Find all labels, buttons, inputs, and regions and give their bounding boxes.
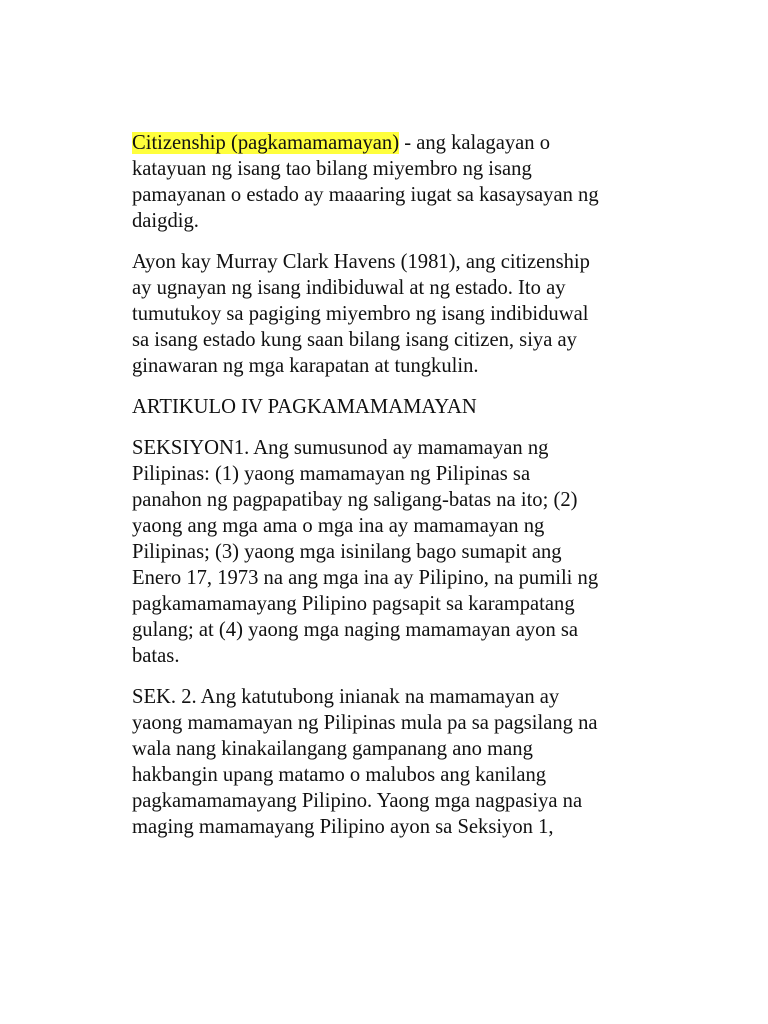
text-line: maging mamamayang Pilipino ayon sa Seksiyon 1,	[132, 816, 554, 838]
text-line: panahon ng pagpapatibay ng saligang-batas na ito; (2)	[132, 489, 578, 511]
text-line: Ayon kay Murray Clark Havens (1981), ang citizenship	[132, 251, 590, 273]
text-line: yaong mamamayan ng Pilipinas mula pa sa pagsilang na	[132, 712, 598, 734]
text-line: daigdig.	[132, 210, 199, 232]
text-line: ginawaran ng mga karapatan at tungkulin.	[132, 355, 479, 377]
text-line: hakbangin upang matamo o malubos ang kanilang	[132, 764, 547, 786]
text-line: batas.	[132, 645, 180, 667]
article-heading	[132, 394, 642, 420]
paragraph-citizenship-definition	[132, 130, 642, 234]
highlighted-term: Citizenship (pagkamamamayan)	[132, 132, 400, 154]
text-line: sa isang estado kung saan bilang isang citizen, siya ay	[132, 329, 577, 351]
heading-text: ARTIKULO IV PAGKAMAMAMAYAN	[132, 396, 477, 418]
text-line: SEK. 2. Ang katutubong inianak na mamamayan ay	[132, 686, 560, 708]
document-page	[132, 130, 642, 855]
text-line: yaong ang mga ama o mga ina ay mamamayan ng	[132, 515, 545, 537]
text-line: tumutukoy sa pagiging miyembro ng isang indibiduwal	[132, 303, 589, 325]
paragraph-havens-quote	[132, 249, 642, 379]
text-line: Pilipinas; (3) yaong mga isinilang bago sumapit ang	[132, 541, 562, 563]
text-line: Pilipinas: (1) yaong mamamayan ng Pilipinas sa	[132, 463, 531, 485]
text-line: ay ugnayan ng isang indibiduwal at ng estado. Ito ay	[132, 277, 566, 299]
text-line: katayuan ng isang tao bilang miyembro ng isang	[132, 158, 532, 180]
definition-start: - ang kalagayan o	[399, 132, 551, 154]
text-line: pagkamamamayang Pilipino. Yaong mga nagpasiya na	[132, 790, 583, 812]
text-line: pagkamamamayang Pilipino pagsapit sa karampatang	[132, 593, 575, 615]
text-line	[132, 130, 642, 156]
text-line: SEKSIYON1. Ang sumusunod ay mamamayan ng	[132, 437, 549, 459]
paragraph-section-2	[132, 684, 642, 840]
text-line: pamayanan o estado ay maaaring iugat sa kasaysayan ng	[132, 184, 599, 206]
text-line: Enero 17, 1973 na ang mga ina ay Pilipino, na pumili ng	[132, 567, 599, 589]
paragraph-section-1	[132, 435, 642, 669]
text-line: wala nang kinakailangang gampanang ano mang	[132, 738, 533, 760]
text-line: gulang; at (4) yaong mga naging mamamayan ayon sa	[132, 619, 579, 641]
